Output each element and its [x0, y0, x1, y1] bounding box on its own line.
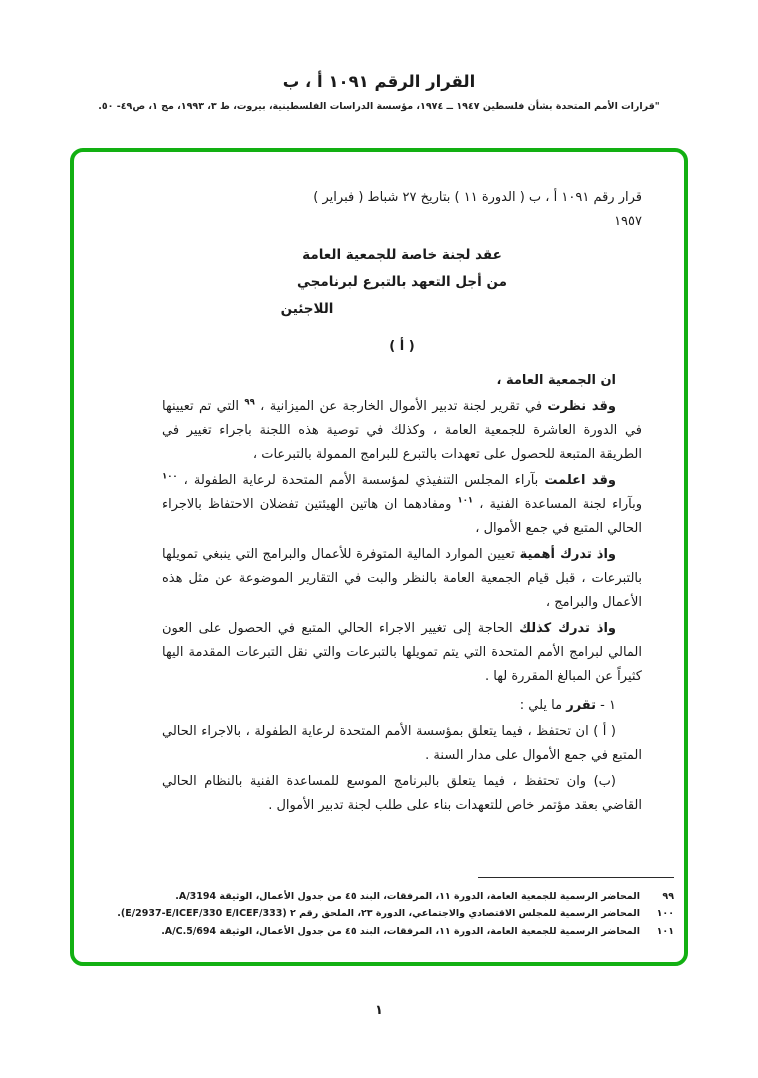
decision-number: ١ - [596, 698, 616, 713]
paragraph-lead: وقد اعلمت [544, 473, 617, 488]
resolution-heading-year: ١٩٥٧ [614, 214, 642, 229]
preamble-paragraph-aware-also [162, 617, 642, 689]
footnote-ref-100: ١٠٠ [162, 471, 178, 482]
paragraph-text: في تقرير لجنة تدبير الأموال الخارجة عن الميزانية ، [254, 399, 548, 414]
paragraph-lead: واذ تدرك كذلك [519, 621, 616, 636]
page-number: ١ [375, 1003, 383, 1018]
paragraph-lead: واذ تدرك أهمية [519, 547, 616, 562]
paragraph-text: التي تم تعيينها في الدورة العاشرة للجمعية العامة ، وكذلك في توصية هذه اللجنة باجراء تغيير في الطريقة المتبعة للحصول على تعهدات بالتبرع للبرامج الممولة بالتبرعات ، [162, 399, 642, 462]
preamble-paragraph-considered [162, 395, 642, 467]
section-a-marker: ( أ ) [389, 339, 415, 354]
resolution-number-title: القرار الرقم ١٠٩١ أ ، ب [282, 72, 476, 91]
preamble-opening: ان الجمعية العامة ، [496, 373, 616, 388]
citation-line: "قرارات الأمم المتحدة بشأن فلسطين ١٩٤٧ ــ ١٩٧٤، مؤسسة الدراسات الفلسطينية، بيروت، ط ٣، ١٩٩٣، مج ١، ص٤٩- ٥٠. [98, 101, 660, 112]
preamble-paragraph-aware [162, 543, 642, 615]
page-header [0, 72, 758, 112]
title-line-1: عقد لجنة خاصة للجمعية العامة [302, 247, 502, 263]
paragraph-lead: وقد نظرت [547, 399, 617, 414]
document-body [162, 186, 642, 820]
item-marker: ( أ ) [593, 724, 616, 739]
title-line-2: من أجل التعهد بالتبرع لبرنامجي [297, 274, 507, 290]
item-text: وان تحتفظ ، فيما يتعلق بالبرنامج الموسع للمساعدة الفنية بالنظام الحالي القاضي بعقد مؤتمر خاص للتعهدات بناء على طلب لجنة تدبير الأموال . [162, 774, 642, 813]
footnote-ref-101: ١٠١ [457, 495, 474, 506]
footnote-separator [478, 877, 674, 878]
footnotes-section [98, 877, 674, 941]
item-text: ان تحتفظ ، فيما يتعلق بمؤسسة الأمم المتحدة لرعاية الطفولة ، بالاجراء الحالي المتبع في جمع الأموال على مدار السنة . [162, 724, 642, 763]
document-frame [70, 148, 688, 966]
footnote-100 [98, 905, 674, 923]
preamble-paragraph-informed [162, 469, 642, 541]
decision-item-a [162, 720, 642, 768]
resolution-heading [162, 186, 642, 234]
paragraph-text: ومفادهما ان هاتين الهيئتين تفضلان الاحتفاظ بالاجراء الحالي المتبع في جمع الأموال ، [162, 497, 642, 536]
footnote-text: المحاضر الرسمية للمجلس الاقتصادي والاجتماعي، الدورة ٢٣، الملحق رقم ٢ (E/2937-E/ICEF/330 E/ICEF/333). [117, 908, 640, 919]
footnote-text: المحاضر الرسمية للجمعية العامة، الدورة ١١، المرفقات، البند ٤٥ من جدول الأعمال، الوثيقة A/3194. [175, 890, 640, 902]
footnote-ref-99: ٩٩ [244, 397, 255, 408]
paragraph-text: بآراء المجلس التنفيذي لمؤسسة الأمم المتحدة لرعاية الطفولة ، [177, 473, 545, 488]
paragraph-text: تعيين الموارد المالية المتوفرة للأعمال والبرامج التي ينبغي تمويلها بالتبرعات ، قبل قيام الجمعية العامة بالنظر والبت في التقارير الموضوعة عن مثل هذه الأعمال والبرامج ، [162, 547, 642, 610]
footnote-number: ٩٩ [662, 890, 674, 902]
footnote-99 [98, 888, 674, 906]
title-line-3: اللاجئين [280, 301, 334, 317]
decision-item-b [162, 770, 642, 818]
paragraph-text: وبآراء لجنة المساعدة الفنية ، [473, 497, 642, 512]
item-marker: (ب) [593, 774, 616, 789]
resolution-heading-text: قرار رقم ١٠٩١ أ ، ب ( الدورة ١١ ) بتاريخ ٢٧ شباط ( فبراير ) [313, 190, 642, 205]
paragraph-text: الحاجة إلى تغيير الاجراء الحالي المتبع في الحصول على العون المالي لبرامج الأمم المتحدة التي يتم تمويلها بالتبرعات والتي نقل التبرعات المقدمة اليها كثيراً عن المبالغ المقررة لها . [162, 621, 642, 684]
footnote-number: ١٠١ [656, 925, 674, 937]
footnote-101 [98, 923, 674, 941]
footnote-number: ١٠٠ [656, 908, 674, 919]
decision-lead: تقرر [566, 698, 597, 713]
decision-text: ما يلي : [519, 698, 567, 713]
footnote-text: المحاضر الرسمية للجمعية العامة، الدورة ١١، المرفقات، البند ٤٥ من جدول الأعمال، الوثيقة A/C.5/694. [161, 925, 640, 937]
resolution-title-block [162, 242, 642, 323]
decision-line [162, 694, 642, 718]
